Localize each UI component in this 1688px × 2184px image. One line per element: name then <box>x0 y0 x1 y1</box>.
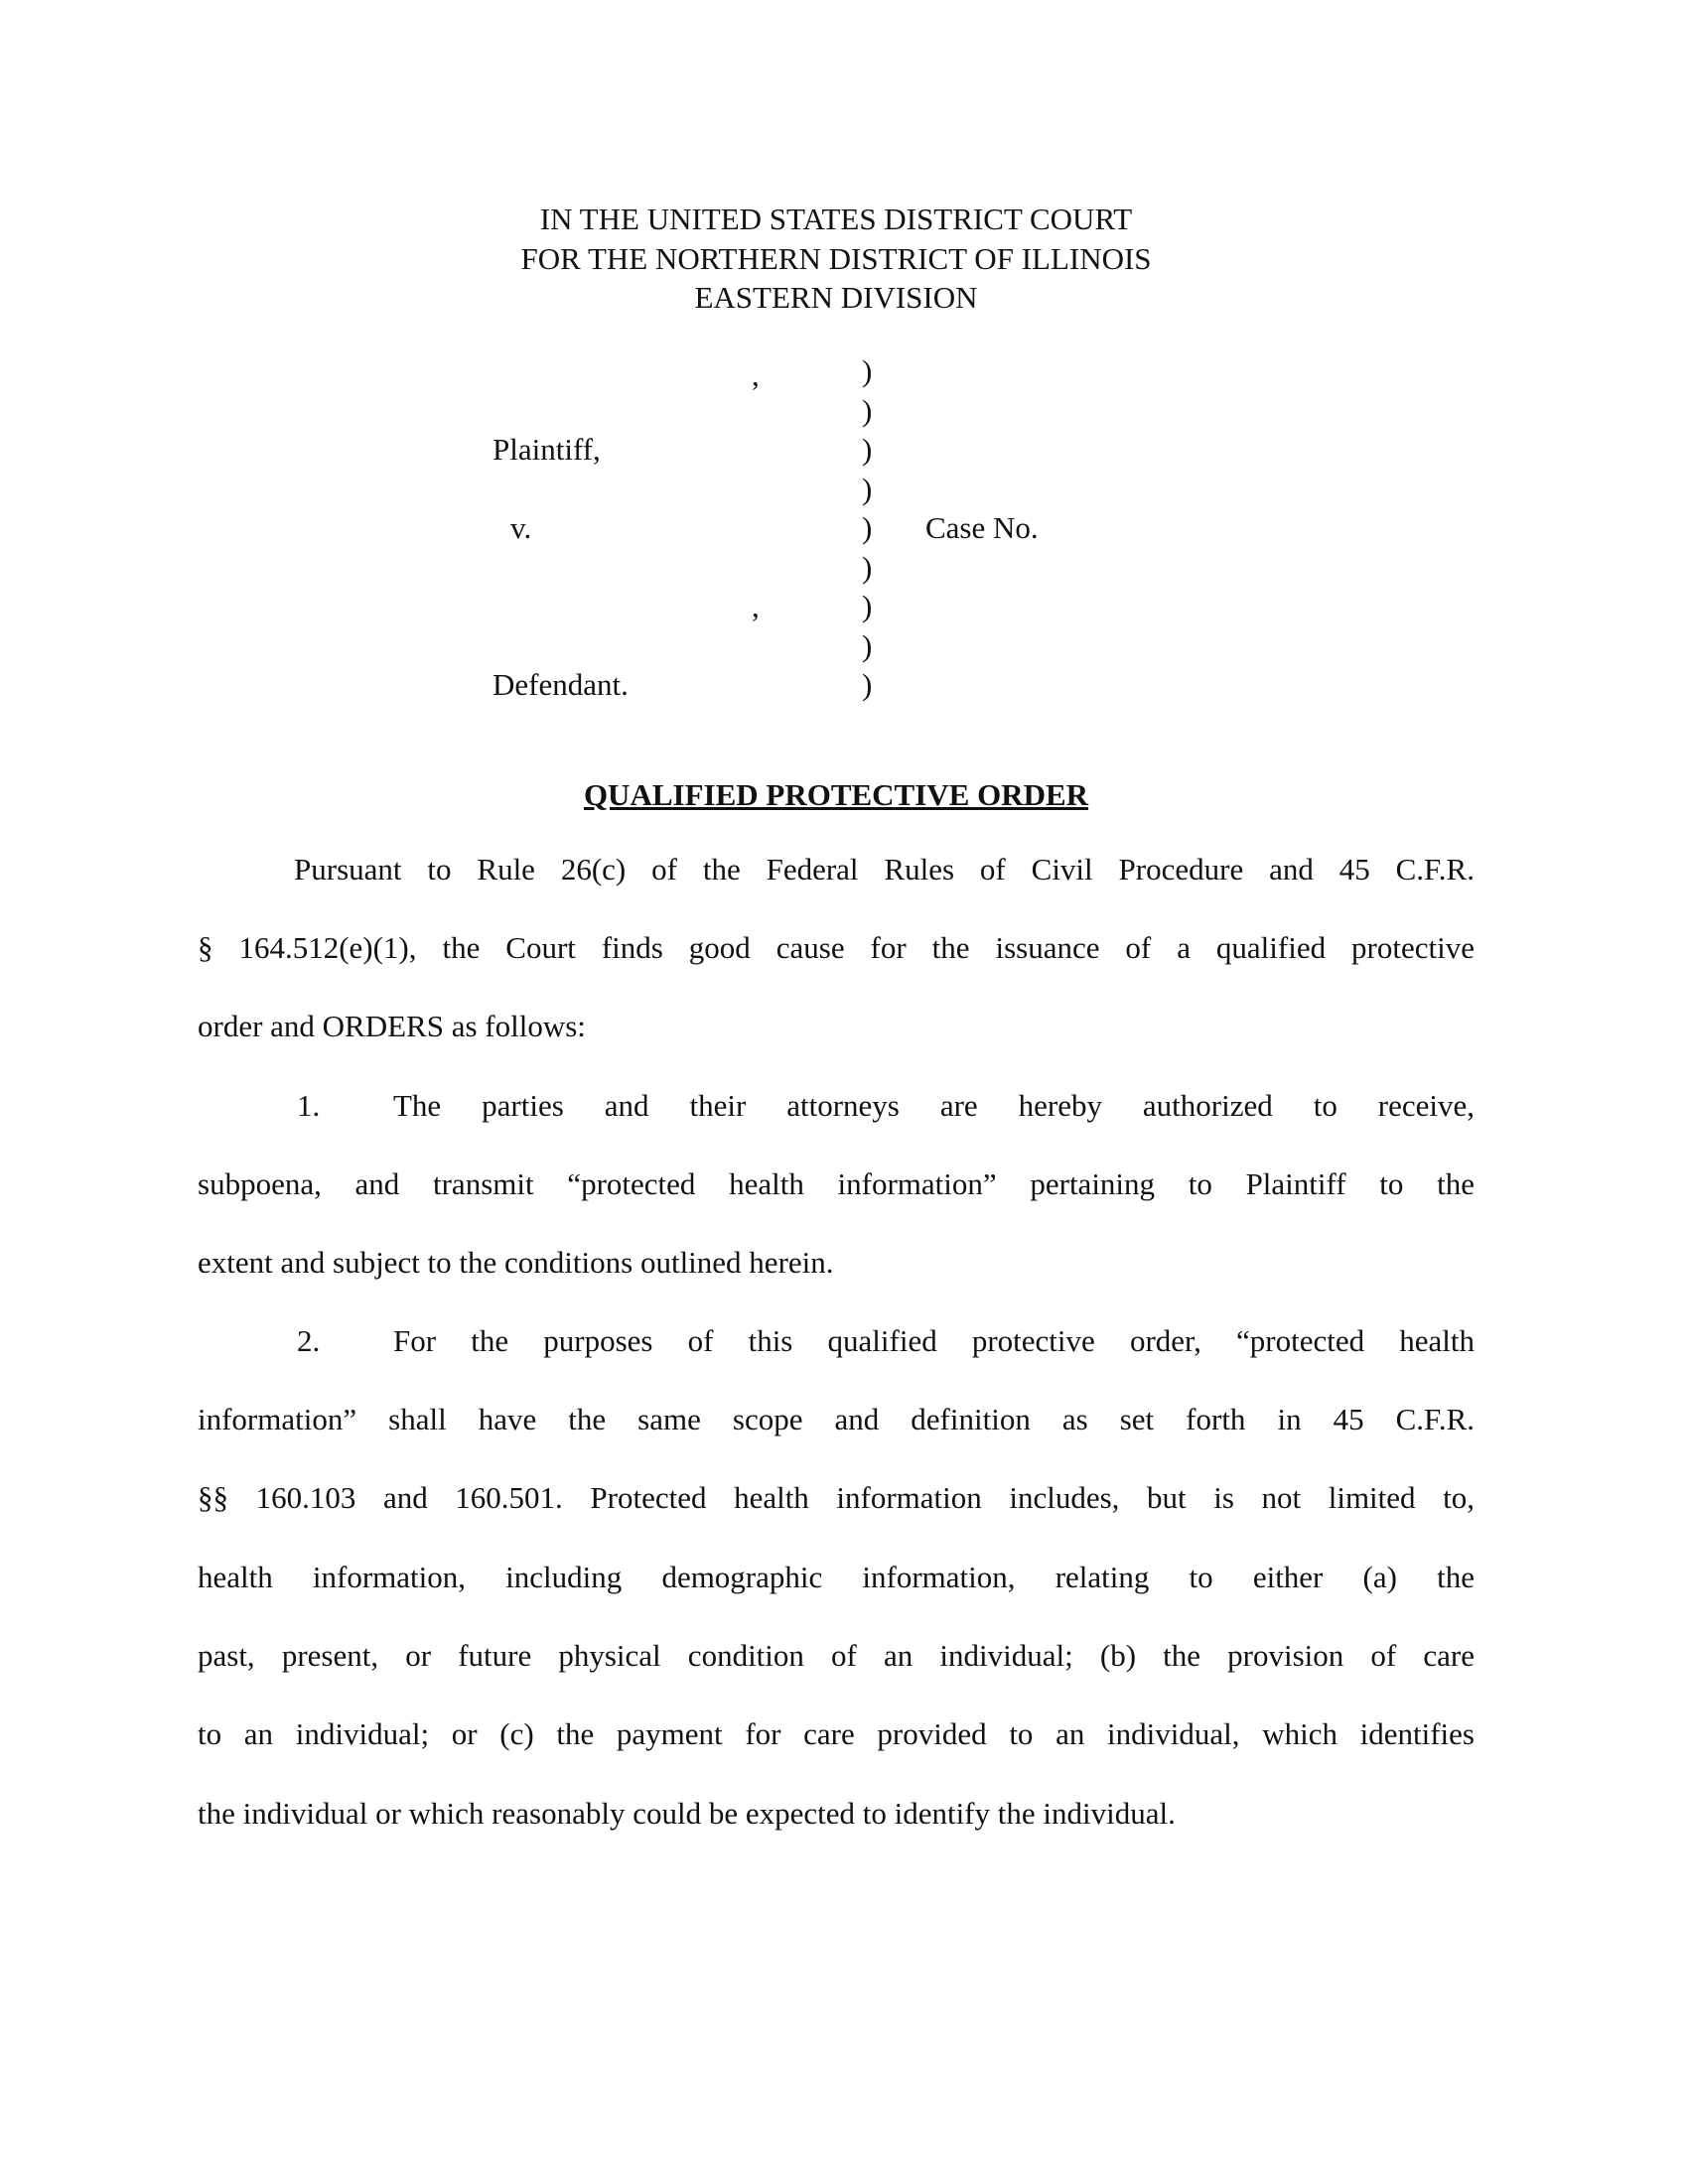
case-number-label: Case No. <box>925 510 1039 545</box>
caption-paren: ) <box>862 589 873 623</box>
paragraph-line: Pursuant to Rule 26(c) of the Federal Rules of Civil Procedure and 45 C.F.R. <box>294 852 1475 887</box>
caption-paren: ) <box>862 432 873 467</box>
paragraph-line: § 164.512(e)(1), the Court finds good cause for the issuance of a qualified protective <box>198 930 1475 965</box>
plaintiff-name-comma: , <box>752 357 760 392</box>
paragraph-number: 1. <box>297 1088 321 1123</box>
paragraph-line: the individual or which reasonably could be expected to identify the individual. <box>198 1796 1176 1831</box>
court-name: IN THE UNITED STATES DISTRICT COURT <box>539 202 1133 236</box>
caption-paren: ) <box>862 353 873 388</box>
paragraph-line: §§ 160.103 and 160.501. Protected health information includes, but is not limited to, <box>198 1480 1475 1515</box>
paragraph-line: The parties and their attorneys are hereby authorized to receive, <box>393 1088 1475 1123</box>
caption-paren: ) <box>862 510 873 545</box>
defendant-name-comma: , <box>752 589 760 623</box>
paragraph-line: For the purposes of this qualified protective order, “protected health <box>393 1323 1475 1358</box>
versus-label: v. <box>510 510 532 545</box>
caption-paren: ) <box>862 667 873 702</box>
paragraph-line: past, present, or future physical condition of an individual; (b) the provision of care <box>198 1638 1475 1673</box>
paragraph-line: subpoena, and transmit “protected health information” pertaining to Plaintiff to the <box>198 1166 1475 1201</box>
plaintiff-label: Plaintiff, <box>492 432 601 467</box>
paragraph-line: health information, including demographic information, relating to either (a) the <box>198 1560 1475 1594</box>
caption-paren: ) <box>862 550 873 585</box>
paragraph-line: order and ORDERS as follows: <box>198 1009 586 1043</box>
paragraph-line: information” shall have the same scope and definition as set forth in 45 C.F.R. <box>198 1402 1475 1436</box>
court-division: EASTERN DIVISION <box>694 280 978 315</box>
document-title: QUALIFIED PROTECTIVE ORDER <box>583 777 1089 812</box>
court-district: FOR THE NORTHERN DISTRICT OF ILLINOIS <box>520 241 1152 276</box>
defendant-label: Defendant. <box>492 667 629 702</box>
caption-paren: ) <box>862 472 873 506</box>
caption-paren: ) <box>862 393 873 428</box>
paragraph-line: extent and subject to the conditions outlined herein. <box>198 1245 834 1280</box>
caption-paren: ) <box>862 628 873 663</box>
paragraph-line: to an individual; or (c) the payment for care provided to an individual, which identifies <box>198 1716 1475 1751</box>
paragraph-number: 2. <box>297 1323 321 1358</box>
